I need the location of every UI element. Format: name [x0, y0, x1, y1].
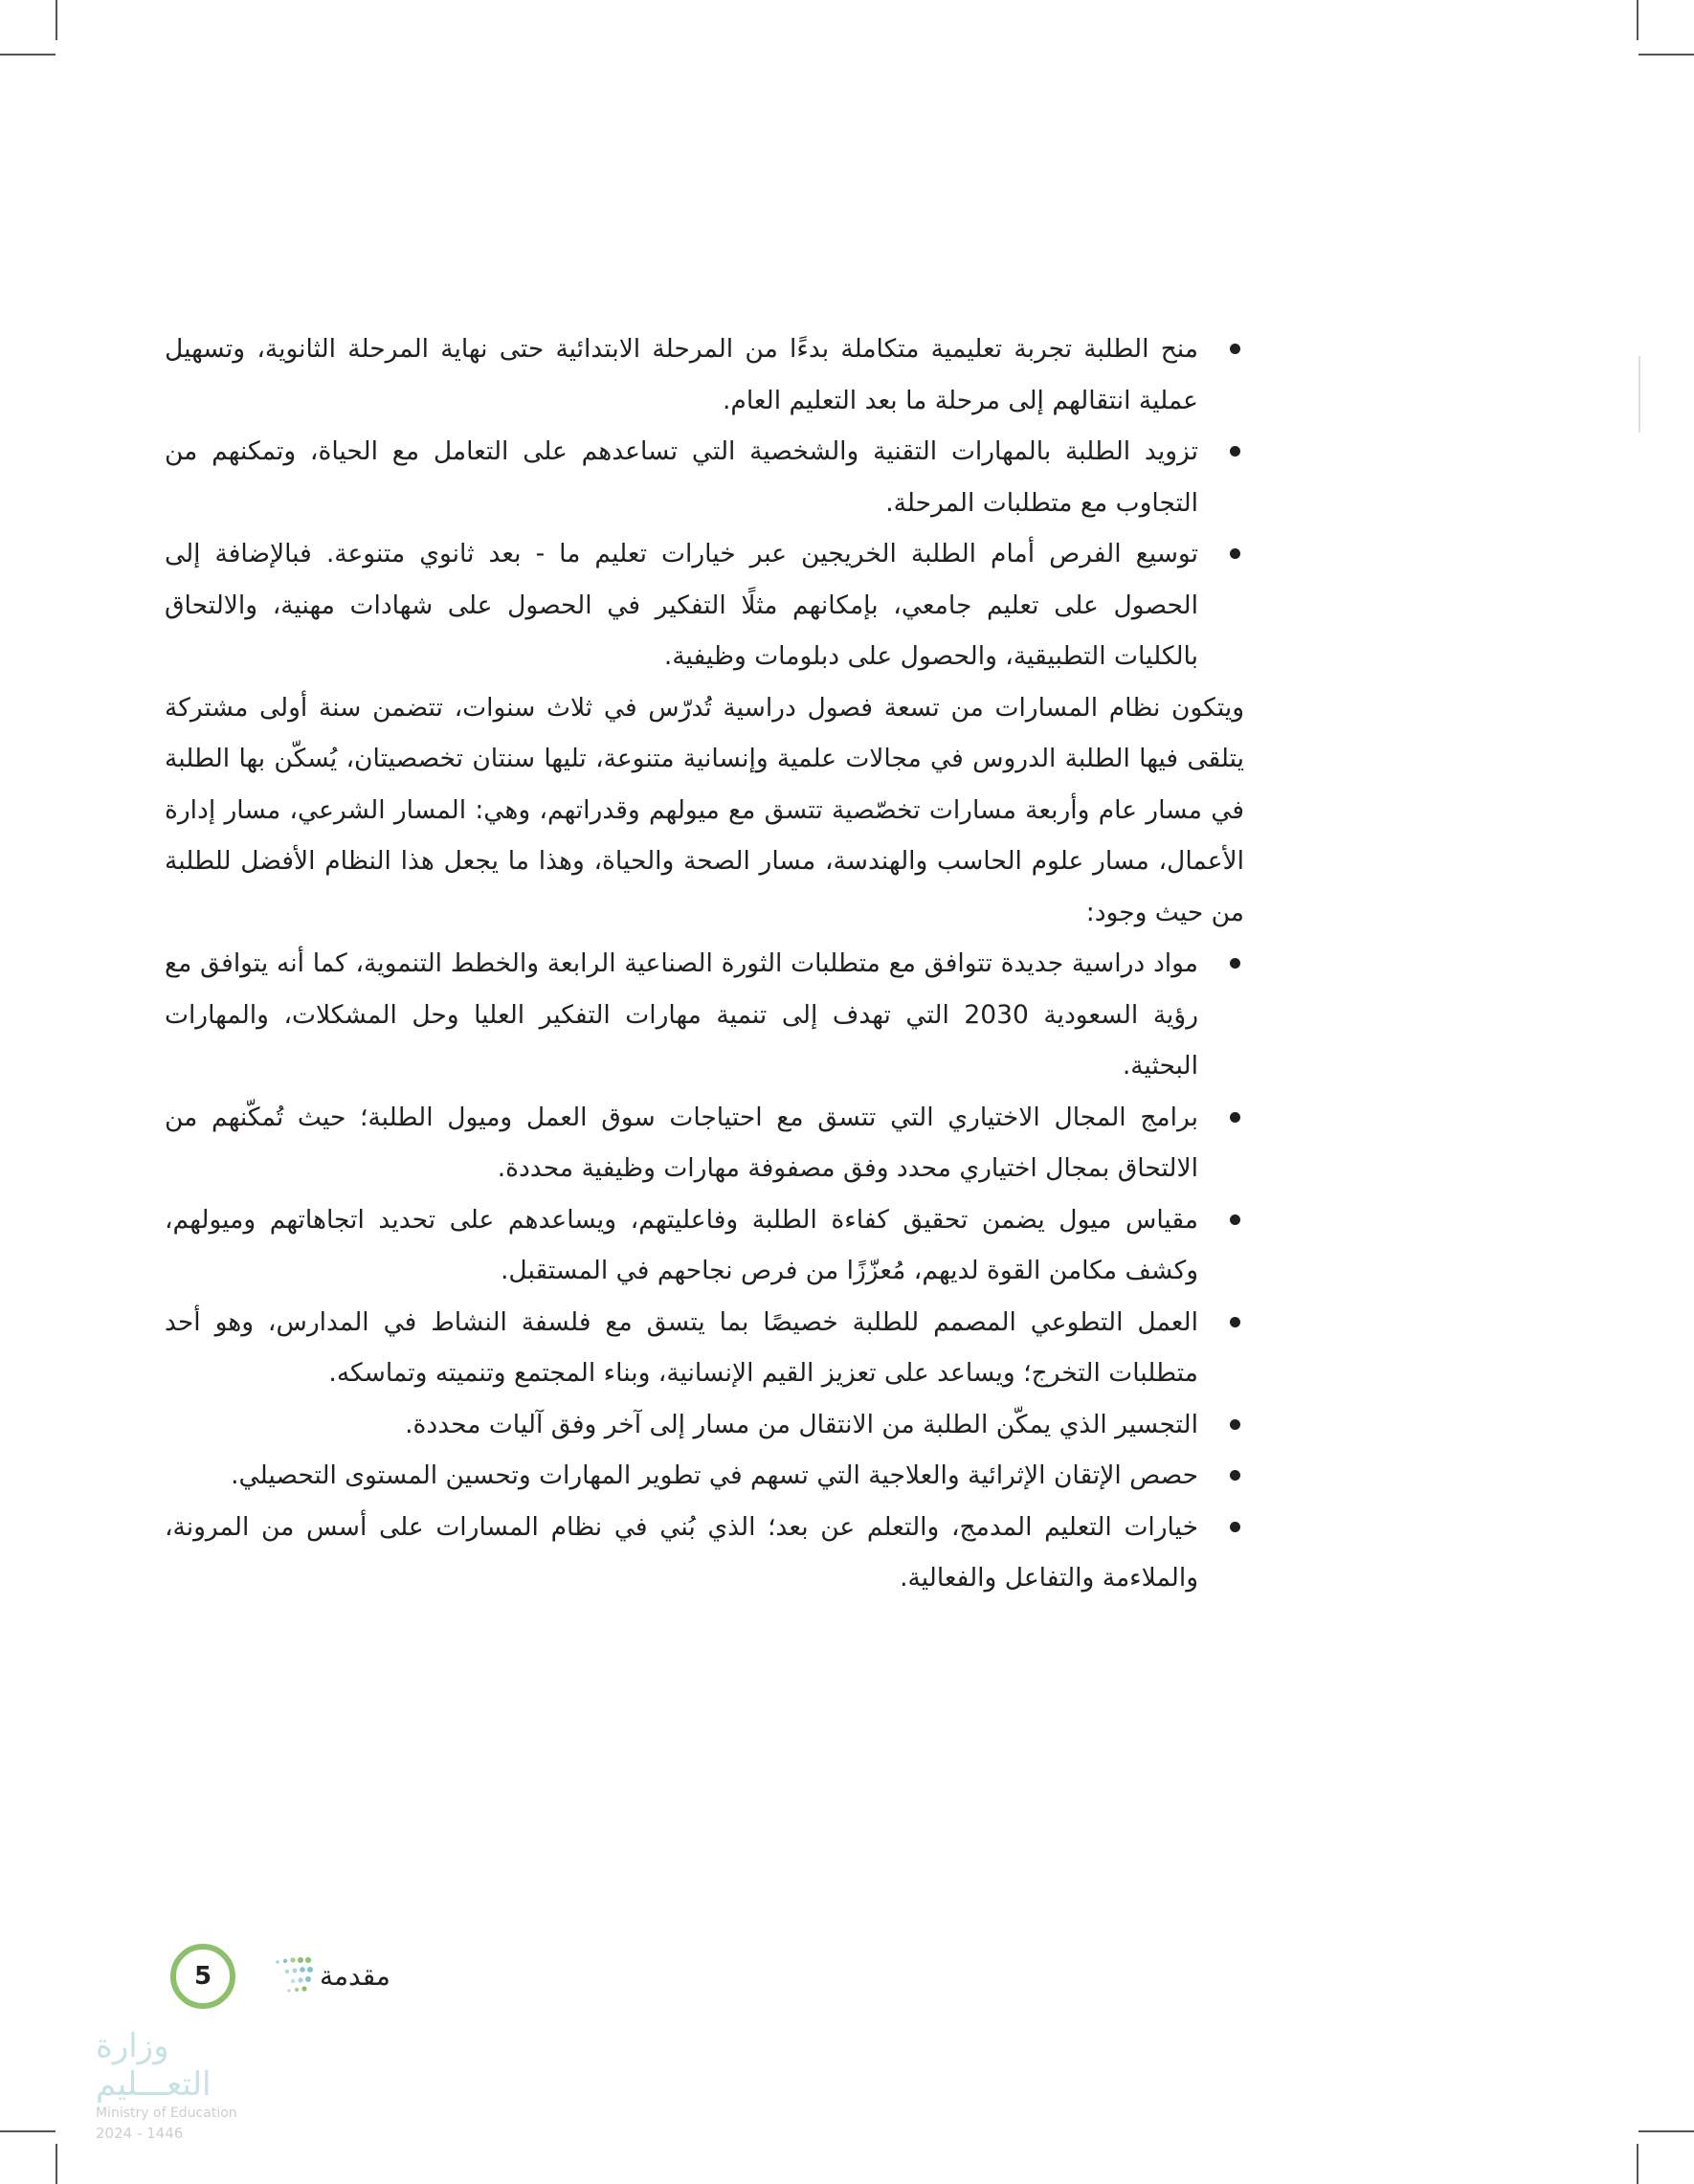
bullet-icon — [1230, 1215, 1240, 1225]
bullet-icon — [1230, 446, 1240, 457]
ministry-logo — [96, 2027, 278, 2144]
crop-mark — [56, 2144, 57, 2184]
list-item: توسيع الفرص أمام الطلبة الخريجين عبر خيارات تعليم ما - بعد ثانوي متنوعة. فبالإضافة إلى الحصول على تعليم جامعي، بإمكانهم مثلًا التفكير في الحصول على شهادات مهنية، والالتحاق بالكليات التطبيقية، والحصول على دبلومات وظيفية. — [165, 528, 1244, 682]
bullet-icon — [1230, 1419, 1240, 1430]
edition-year: 2024 - 1446 — [96, 2125, 184, 2142]
list-item: مقياس ميول يضمن تحقيق كفاءة الطلبة وفاعليتهم، ويساعدهم على تحديد اتجاهاتهم وميولهم، وكشف مكامن القوة لديهم، مُعزّزًا من فرص نجاحهم في المستقبل. — [165, 1194, 1244, 1297]
crop-mark — [56, 0, 57, 40]
crop-mark — [0, 54, 56, 56]
list-item: تزويد الطلبة بالمهارات التقنية والشخصية التي تساعدهم على التعامل مع الحياة، وتمكنهم من التجاوب مع متطلبات المرحلة. — [165, 426, 1244, 528]
features-list — [165, 938, 1244, 1604]
decorative-dots-icon — [241, 1952, 318, 2000]
list-item: التجسير الذي يمكّن الطلبة من الانتقال من مسار إلى آخر وفق آليات محددة. — [165, 1399, 1244, 1451]
crop-mark — [0, 2130, 56, 2132]
list-item: برامج المجال الاختياري التي تتسق مع احتياجات سوق العمل وميول الطلبة؛ حيث تُمكّنهم من الالتحاق بمجال اختياري محدد وفق مصفوفة مهارات وظيفية محددة. — [165, 1092, 1244, 1194]
list-item: حصص الإتقان الإثرائية والعلاجية التي تسهم في تطوير المهارات وتحسين المستوى التحصيلي. — [165, 1450, 1244, 1502]
paths-paragraph: ويتكون نظام المسارات من تسعة فصول دراسية تُدرّس في ثلاث سنوات، تتضمن سنة أولى مشتركة يتلقى فيها الطلبة الدروس في مجالات علمية وإنسانية متنوعة، تليها سنتان تخصصيتان، يُسكّن بها الطلبة في مسار عام وأربعة مسارات تخصّصية تتسق مع ميولهم وقدراتهم، وهي: المسار الشرعي، مسار إدارة الأعمال، مسار علوم الحاسب والهندسة، مسار الصحة والحياة، وهذا ما يجعل هذا النظام الأفضل للطلبة من حيث وجود: — [165, 692, 1244, 927]
bullet-icon — [1230, 548, 1240, 559]
crop-mark — [1638, 356, 1640, 433]
bullet-icon — [1230, 1317, 1240, 1327]
list-item: منح الطلبة تجربة تعليمية متكاملة بدءًا من المرحلة الابتدائية حتى نهاية المرحلة الثانوية، وتسهيل عملية انتقالهم إلى مرحلة ما بعد التعليم العام. — [165, 323, 1244, 426]
bullet-icon — [1230, 344, 1240, 354]
page-number: 5 — [170, 1944, 235, 2009]
page-body — [165, 323, 1244, 1604]
crop-mark — [1638, 54, 1694, 56]
list-item: مواد دراسية جديدة تتوافق مع متطلبات الثورة الصناعية الرابعة والخطط التنموية، كما أنه يتوافق مع رؤية السعودية 2030 التي تهدف إلى تنمية مهارات التفكير العليا وحل المشكلات، والمهارات البحثية. — [165, 938, 1244, 1092]
crop-mark — [1637, 2144, 1638, 2184]
crop-mark — [1638, 2130, 1694, 2132]
objectives-list — [165, 323, 1244, 682]
bullet-icon — [1230, 958, 1240, 969]
ministry-name-ar: وزارة التعـــليم — [96, 2027, 212, 2104]
crop-mark — [1637, 0, 1638, 40]
ministry-name-en: Ministry of Education — [96, 2106, 237, 2121]
bullet-icon — [1230, 1522, 1240, 1532]
bullet-icon — [1230, 1470, 1240, 1481]
section-title: مقدمة — [320, 1960, 390, 1992]
list-item: العمل التطوعي المصمم للطلبة خصيصًا بما يتسق مع فلسفة النشاط في المدارس، وهو أحد متطلبات التخرج؛ ويساعد على تعزيز القيم الإنسانية، وبناء المجتمع وتنميته وتماسكه. — [165, 1297, 1244, 1399]
bullet-icon — [1230, 1112, 1240, 1123]
list-item: خيارات التعليم المدمج، والتعلم عن بعد؛ الذي بُني في نظام المسارات على أسس من المرونة، والملاءمة والتفاعل والفعالية. — [165, 1502, 1244, 1604]
